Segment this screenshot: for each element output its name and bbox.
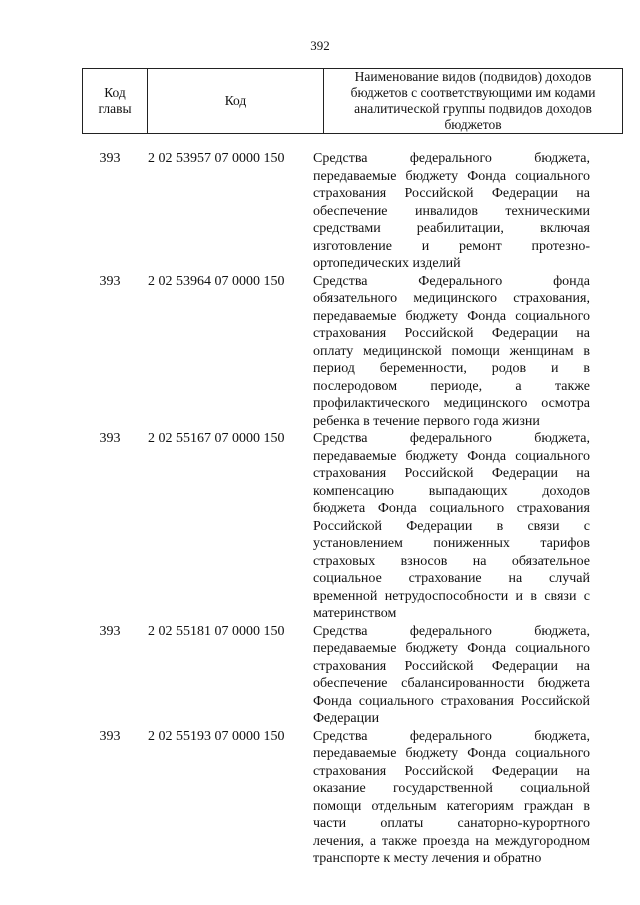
row-name-line: помощи отдельным категориям граждан в bbox=[313, 798, 590, 814]
row-name-line: страхования Российской Федерации на bbox=[313, 186, 590, 201]
row-name-line: обязательного медицинского страхования, bbox=[313, 291, 590, 306]
row-name-line: компенсацию выпадающих доходов bbox=[313, 483, 590, 499]
header-code: Код bbox=[148, 69, 324, 134]
table-row bbox=[0, 728, 640, 868]
row-name-line: транспорте к месту лечения и обратно bbox=[313, 851, 542, 866]
row-name-line: части оплаты санаторно-курортного bbox=[313, 816, 590, 831]
row-name-line: бюджета Фонда социального страхования bbox=[313, 501, 590, 516]
row-income-code: 2 02 55167 07 0000 150 bbox=[148, 431, 285, 446]
row-name-line: ребенка в течение первого года жизни bbox=[313, 413, 540, 429]
row-name-line: материнством bbox=[313, 606, 397, 621]
row-name-line: страхования Российской Федерации на bbox=[313, 658, 590, 674]
row-name-line: временной нетрудоспособности и в связи с bbox=[313, 588, 590, 604]
row-income-code: 2 02 53964 07 0000 150 bbox=[148, 273, 285, 289]
row-name-line: оплату медицинской помощи женщинам в bbox=[313, 343, 590, 359]
row-name-line: передаваемые бюджету Фонда социального bbox=[313, 641, 590, 656]
row-income-code: 2 02 55193 07 0000 150 bbox=[148, 728, 285, 744]
row-name-line: передаваемые бюджету Фонда социального bbox=[313, 746, 590, 761]
row-name-line: период беременности, родов и в bbox=[313, 361, 590, 376]
row-name-line: Средства федерального бюджета, bbox=[313, 431, 590, 446]
row-income-name bbox=[313, 728, 590, 868]
header-name: Наименование видов (подвидов) доходов бюджетов с соответствующими им кодами аналитической группы подвидов доходов бюджетов bbox=[324, 69, 623, 134]
row-name-line: обеспечение инвалидов техническими bbox=[313, 203, 590, 219]
row-name-line: Средства Федерального фонда bbox=[313, 273, 590, 289]
row-chapter-code: 393 bbox=[99, 728, 121, 744]
row-name-line: профилактического медицинского осмотра bbox=[313, 396, 590, 411]
table-row bbox=[0, 273, 640, 431]
row-name-line: Средства федерального бюджета, bbox=[313, 151, 590, 166]
row-income-name bbox=[313, 150, 590, 273]
row-income-code: 2 02 55181 07 0000 150 bbox=[148, 623, 285, 639]
row-name-line: передаваемые бюджету Фонда социального bbox=[313, 308, 590, 324]
table-header bbox=[82, 68, 623, 134]
row-name-line: установлением пониженных тарифов bbox=[313, 536, 590, 551]
row-income-code: 2 02 53957 07 0000 150 bbox=[148, 151, 285, 166]
row-name-line: страхования Российской Федерации на bbox=[313, 326, 590, 341]
table-row bbox=[0, 623, 640, 728]
row-chapter-code: 393 bbox=[99, 273, 121, 289]
row-chapter-code: 393 bbox=[99, 151, 121, 166]
row-chapter-code: 393 bbox=[99, 623, 121, 639]
row-name-line: обеспечение сбалансированности бюджета bbox=[313, 676, 590, 691]
row-name-line: Российской Федерации в связи с bbox=[313, 518, 590, 534]
table-row bbox=[0, 150, 640, 273]
row-name-line: передаваемые бюджету Фонда социального bbox=[313, 168, 590, 184]
row-chapter-code: 393 bbox=[99, 431, 121, 446]
table-row bbox=[0, 430, 640, 623]
row-name-line: социальное страхование на случай bbox=[313, 571, 590, 586]
row-name-line: страховых взносов на обязательное bbox=[313, 553, 590, 569]
row-name-line: Федерации bbox=[313, 711, 380, 726]
row-name-line: передаваемые бюджету Фонда социального bbox=[313, 448, 590, 464]
row-name-line: ортопедических изделий bbox=[313, 256, 461, 271]
row-name-line: Средства федерального бюджета, bbox=[313, 623, 590, 639]
row-income-name bbox=[313, 623, 590, 728]
row-name-line: Фонда социального страхования Российской bbox=[313, 693, 590, 709]
row-name-line: страхования Российской Федерации на bbox=[313, 763, 590, 779]
row-income-name bbox=[313, 273, 590, 431]
row-name-line: средствами реабилитации, включая bbox=[313, 221, 590, 236]
header-chapter-code: Код главы bbox=[83, 69, 148, 134]
row-income-name bbox=[313, 430, 590, 623]
row-name-line: изготовление и ремонт протезно- bbox=[313, 238, 590, 254]
row-name-line: Средства федерального бюджета, bbox=[313, 728, 590, 744]
row-name-line: страхования Российской Федерации на bbox=[313, 466, 590, 481]
row-name-line: послеродовом периоде, а также bbox=[313, 378, 590, 394]
row-name-line: оказание государственной социальной bbox=[313, 781, 590, 796]
table-body bbox=[0, 150, 640, 868]
page-number: 392 bbox=[310, 38, 330, 53]
row-name-line: лечения, а также проезда на междугородном bbox=[313, 833, 590, 849]
